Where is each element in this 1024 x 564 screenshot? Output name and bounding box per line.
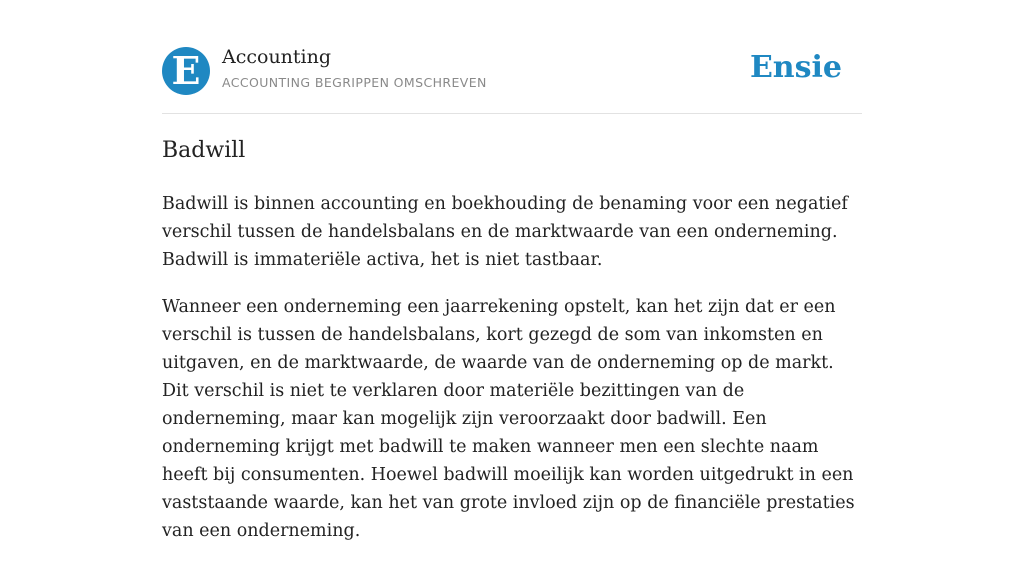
article-body	[162, 190, 862, 564]
site-title[interactable]: Accounting	[222, 46, 332, 68]
brand-wordmark[interactable]: Ensie	[749, 50, 842, 85]
header-divider	[162, 113, 862, 114]
site-subtitle: ACCOUNTING BEGRIPPEN OMSCHREVEN	[222, 75, 487, 90]
article-paragraph: Badwill is binnen accounting en boekhouding de benaming voor een negatief verschil tussen de handelsbalans en de marktwaarde van een onderneming. Badwill is immateriële activa, het is niet tastbaar.	[162, 194, 848, 270]
ensie-logo-icon[interactable]: E	[162, 47, 210, 95]
article-title: Badwill	[162, 138, 246, 163]
article-paragraph: Wanneer een onderneming een jaarrekening opstelt, kan het zijn dat er een verschil is tussen de handelsbalans, kort gezegd de som van inkomsten en uitgaven, en de marktwaarde, de waarde van de onderneming op de markt. Dit verschil is niet te verklaren door materiële bezittingen van de onderneming, maar kan mogelijk zijn veroorzaakt door badwill. Een onderneming krijgt met badwill te maken wanneer men een slechte naam heeft bij consumenten. Hoewel badwill moeilijk kan worden uitgedrukt in een vaststaande waarde, kan het van grote invloed zijn op de financiële prestaties van een onderneming.	[162, 297, 855, 541]
site-header	[162, 46, 862, 96]
